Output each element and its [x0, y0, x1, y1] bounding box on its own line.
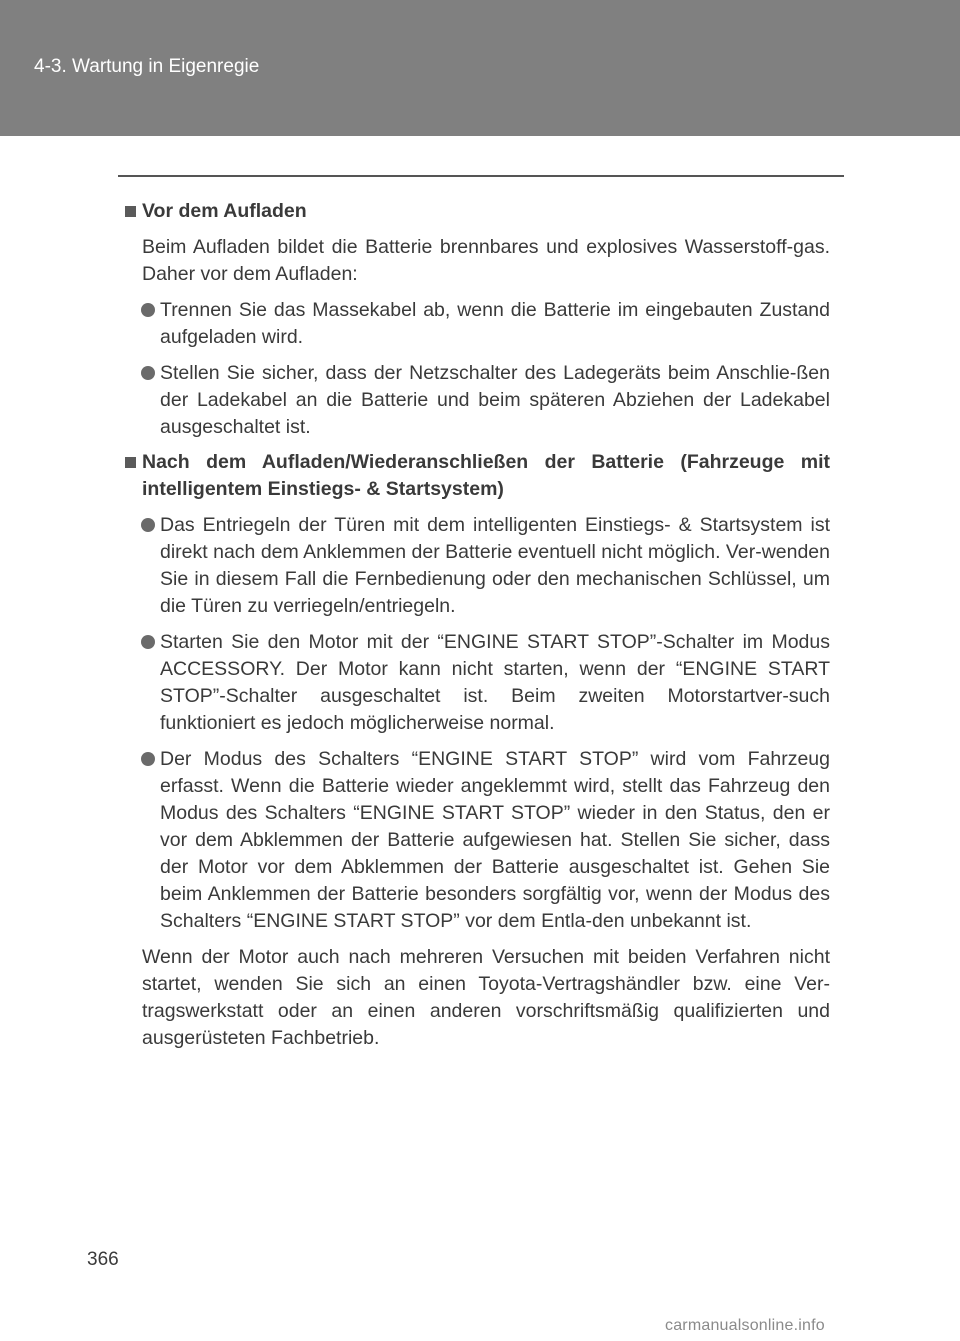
round-bullet-icon — [141, 366, 155, 380]
section-heading: Nach dem Aufladen/Wiederanschließen der Batterie (Fahrzeuge mit intelligentem Einstiegs- & Startsystem) — [122, 449, 830, 503]
list-item: Der Modus des Schalters “ENGINE START STOP” wird vom Fahrzeug erfasst. Wenn die Batterie wieder angeklemmt wird, stellt das Fahrzeug den Modus des Schalters “ENGINE START STOP” wieder in den Status, den er vor dem Abklemmen der Batterie aufgewiesen hat. Stellen Sie sicher, dass der Motor vor dem Abklemmen der Batterie ausgeschaltet ist. Gehen Sie beim Anklemmen der Batterie besonders sorgfältig vor, wenn der Modus des Schalters “ENGINE START STOP” vor dem Entla-den unbekannt ist. — [122, 746, 830, 935]
page-content — [122, 198, 830, 1052]
closing-paragraph: Wenn der Motor auch nach mehreren Versuchen mit beiden Verfahren nicht startet, wenden Sie sich an einen Toyota-Vertragshändler bzw. eine Ver-tragswerkstatt oder an einen anderen vorschriftsmäßig qualifizierten und ausgerüsteten Fachbetrieb. — [142, 946, 830, 1049]
square-bullet-icon — [125, 206, 136, 217]
section-heading: Vor dem Aufladen — [122, 198, 830, 225]
section-title: 4-3. Wartung in Eigenregie — [34, 56, 260, 77]
list-item: Stellen Sie sicher, dass der Netzschalter des Ladegeräts beim Anschlie-ßen der Ladekabel an die Batterie und beim späteren Abziehen der Ladekabel ausgeschaltet ist. — [122, 360, 830, 441]
round-bullet-icon — [141, 518, 155, 532]
list-item: Trennen Sie das Massekabel ab, wenn die Batterie im eingebauten Zustand aufgeladen wird. — [122, 297, 830, 351]
divider-rule — [118, 175, 844, 177]
page-number: 366 — [87, 1249, 119, 1270]
round-bullet-icon — [141, 752, 155, 766]
intro-paragraph: Beim Aufladen bildet die Batterie brennbares und explosives Wasserstoff-gas. Daher vor dem Aufladen: — [142, 236, 830, 285]
list-item: Starten Sie den Motor mit der “ENGINE START STOP”-Schalter im Modus ACCESSORY. Der Motor kann nicht starten, wenn der “ENGINE START STOP”-Schalter ausgeschaltet ist. Beim zweiten Motorstartver-such funktioniert es jedoch möglicherweise normal. — [122, 629, 830, 737]
list-item: Das Entriegeln der Türen mit dem intelligenten Einstiegs- & Startsystem ist direkt nach dem Anklemmen der Batterie eventuell nicht möglich. Ver-wenden Sie in diesem Fall die Fernbedienung oder den mechanischen Schlüssel, um die Türen zu verriegeln/entriegeln. — [122, 512, 830, 620]
header-band — [0, 0, 960, 136]
round-bullet-icon — [141, 635, 155, 649]
square-bullet-icon — [125, 457, 136, 468]
watermark: carmanualsonline.info — [665, 1317, 825, 1334]
round-bullet-icon — [141, 303, 155, 317]
